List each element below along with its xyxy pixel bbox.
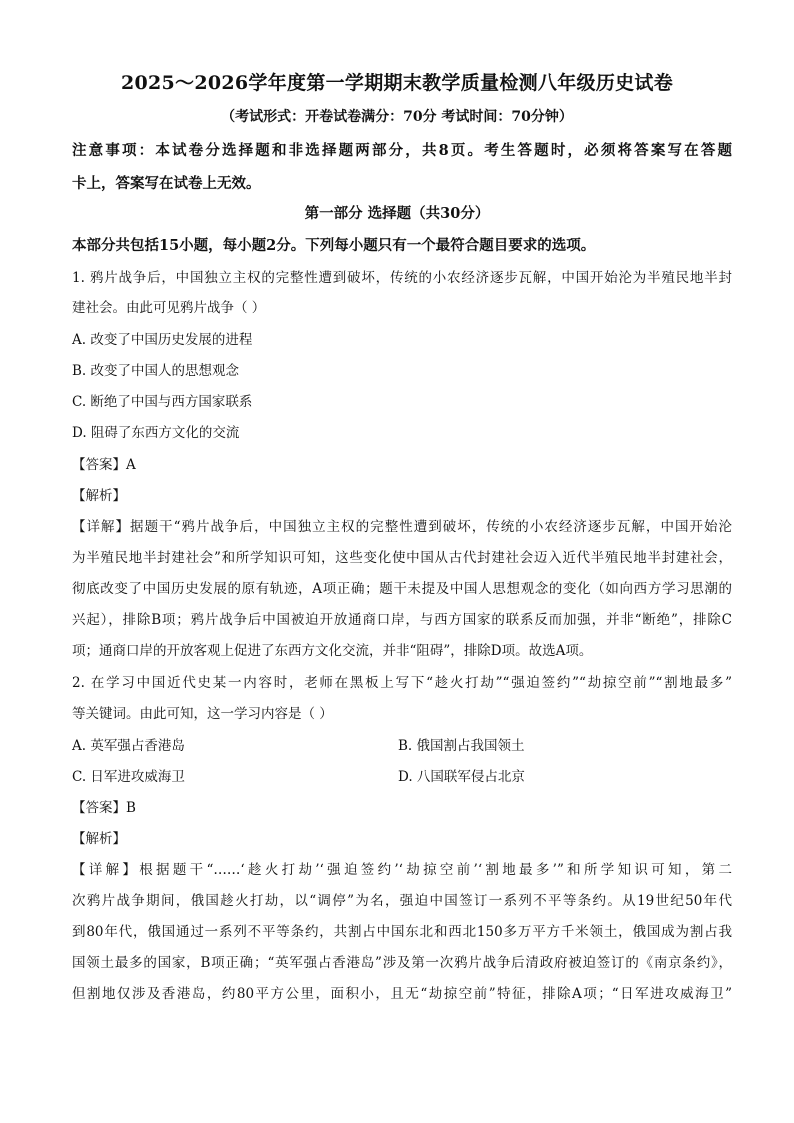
q2-detail-line-2: 次鸦片战争期间，俄国趁火打劫，以“调停”为名，强迫中国签订一系列不平等条约。从19世纪50年代 bbox=[72, 893, 732, 909]
q2-stem-line-1: 2. 在学习中国近代史某一内容时，老师在黑板上写下“趁火打劫”“强迫签约”“劫掠空前”“割地最多” bbox=[72, 675, 732, 691]
q2-detail-line-5: 但割地仅涉及香港岛，约80平方公里，面积小，且无“劫掠空前”特征，排除A项；“日军进攻威海卫” bbox=[72, 986, 732, 1002]
q1-option-d: D. 阻碍了东西方文化的交流 bbox=[72, 425, 240, 441]
q1-option-c: C. 断绝了中国与西方国家联系 bbox=[72, 394, 253, 410]
q2-answer: 【答案】B bbox=[72, 800, 136, 816]
q2-option-c: C. 日军进攻威海卫 bbox=[72, 769, 185, 785]
q1-option-b: B. 改变了中国人的思想观念 bbox=[72, 363, 240, 379]
q2-stem-line-2: 等关键词。由此可知，这一学习内容是（ ） bbox=[72, 706, 333, 722]
q1-stem-line-2: 建社会。由此可见鸦片战争（ ） bbox=[72, 300, 266, 316]
exam-subtitle: （考试形式：开卷试卷满分：70分 考试时间：70分钟） bbox=[221, 109, 573, 125]
notice-line-2: 卡上，答案写在试卷上无效。 bbox=[72, 175, 261, 192]
q2-option-d: D. 八国联军侵占北京 bbox=[398, 769, 525, 785]
exam-title: 2025～2026学年度第一学期期末教学质量检测八年级历史试卷 bbox=[120, 72, 674, 94]
part1-instruction: 本部分共包括15小题，每小题2分。下列每小题只有一个最符合题目要求的选项。 bbox=[72, 237, 596, 254]
q2-detail-line-4: 国领土最多的国家，B项正确；“英军强占香港岛”涉及第一次鸦片战争后清政府被迫签订的《南京条约》， bbox=[72, 955, 732, 971]
q1-detail-line-2: 为半殖民地半封建社会”和所学知识可知，这些变化使中国从古代封建社会迈入近代半殖民地半封建社会， bbox=[72, 550, 732, 566]
q2-analysis-label: 【解析】 bbox=[72, 831, 126, 847]
part1-heading: 第一部分 选择题（共30分） bbox=[304, 205, 490, 222]
q2-option-a: A. 英军强占香港岛 bbox=[72, 738, 185, 754]
q1-stem-line-1: 1. 鸦片战争后，中国独立主权的完整性遭到破坏，传统的小农经济逐步瓦解，中国开始沦为半殖民地半封 bbox=[72, 270, 732, 286]
q1-detail-line-3: 彻底改变了中国历史发展的原有轨迹，A项正确；题干未提及中国人思想观念的变化（如向西方学习思潮的 bbox=[72, 581, 732, 597]
notice-line-1: 注意事项：本试卷分选择题和非选择题两部分，共8页。考生答题时，必须将答案写在答题 bbox=[72, 142, 732, 159]
q1-analysis-label: 【解析】 bbox=[72, 488, 126, 504]
q1-answer: 【答案】A bbox=[72, 457, 136, 473]
q2-detail-line-1: 【详解】根据题干“……‘趁火打劫’‘强迫签约’‘劫掠空前’‘割地最多’”和所学知识可知，第二 bbox=[72, 862, 732, 878]
q2-detail-line-3: 到80年代，俄国通过一系列不平等条约，共割占中国东北和西北150多万平方千米领土，俄国成为割占我 bbox=[72, 924, 732, 940]
q1-detail-line-5: 项；通商口岸的开放客观上促进了东西方文化交流，并非“阻碍”，排除D项。故选A项。 bbox=[72, 643, 593, 659]
q1-detail-line-4: 兴起），排除B项；鸦片战争后中国被迫开放通商口岸，与西方国家的联系反而加强，并非“断绝”，排除C bbox=[72, 612, 732, 628]
q1-option-a: A. 改变了中国历史发展的进程 bbox=[72, 332, 253, 348]
q1-detail-line-1: 【详解】据题干“鸦片战争后，中国独立主权的完整性遭到破坏，传统的小农经济逐步瓦解，中国开始沦 bbox=[72, 519, 732, 535]
q2-option-b: B. 俄国割占我国领土 bbox=[398, 738, 525, 754]
